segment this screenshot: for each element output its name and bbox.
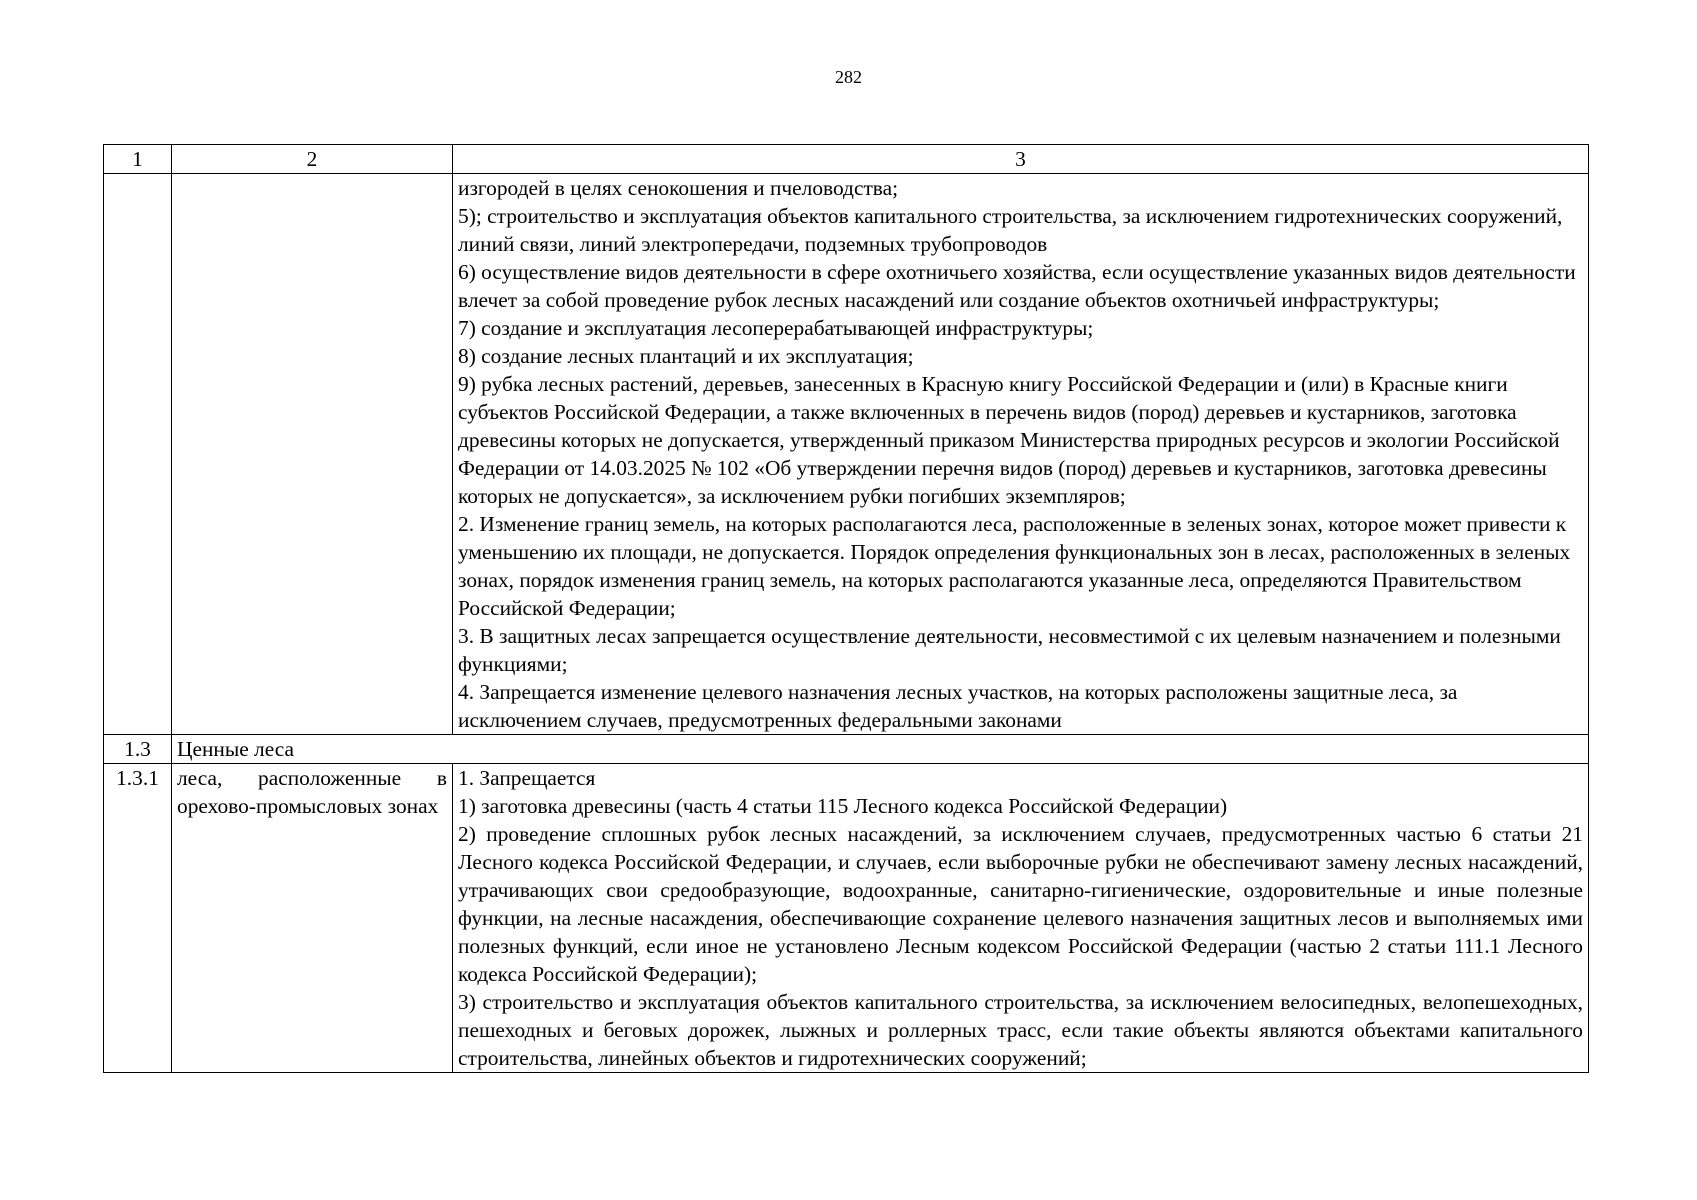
table-row-continuation [104,174,1589,735]
item-category: леса, расположенные в орехово-промысловых зонах [172,764,453,1073]
restrictions-table [103,144,1589,1073]
continuation-col3 [453,174,1589,735]
continuation-col2 [172,174,453,735]
restriction-text-line: 3) строительство и эксплуатация объектов капитального строительства, за исключением велосипедных, велопешеходных, пешеходных и беговых дорожек, лыжных и роллерных трасс, если такие объекты являются объектами капитального строительства, линейных объектов и гидротехнических сооружений; [458,990,1583,1070]
restriction-text-line: изгородей в целях сенокошения и пчеловодства; [458,176,899,200]
restriction-text-line: 4. Запрещается изменение целевого назначения лесных участков, на которых расположены защитные леса, за исключением случаев, предусмотренных федеральными законами [458,680,1458,732]
section-number: 1.3 [104,735,172,764]
restriction-text-line: 2. Изменение границ земель, на которых располагаются леса, расположенные в зеленых зонах, которое может привести к уменьшению их площади, не допускается. Порядок определения функциональных зон в лесах, расположенных в зеленых зонах, порядок изменения границ земель, на которых располагаются указанные леса, определяются Правительством Российской Федерации; [458,512,1571,620]
table-row-section [104,735,1589,764]
table-header-row [104,145,1589,174]
header-cell-2: 2 [172,145,453,174]
restriction-text-line: 7) создание и эксплуатация лесоперерабатывающей инфраструктуры; [458,316,1094,340]
page-number: 282 [835,67,862,87]
header-cell-1: 1 [104,145,172,174]
item-restrictions [453,764,1589,1073]
restriction-text-line: 6) осуществление видов деятельности в сфере охотничьего хозяйства, если осуществление указанных видов деятельности влечет за собой проведение рубок лесных насаждений или создание объектов охотничьей инфраструктуры; [458,260,1576,312]
restriction-text-line: 2) проведение сплошных рубок лесных насаждений, за исключением случаев, предусмотренных частью 6 статьи 21 Лесного кодекса Российской Федерации, и случаев, если выборочные рубки не обеспечивают замену лесных насаждений, утрачивающих свои средообразующие, водоохранные, санитарно-гигиенические, оздоровительные и иные полезные функции, на лесные насаждения, обеспечивающие сохранение целевого назначения защитных лесов и выполняемых ими полезных функций, если иное не установлено Лесным кодексом Российской Федерации (частью 2 статьи 111.1 Лесного кодекса Российской Федерации); [458,822,1583,986]
section-title: Ценные леса [172,735,1589,764]
restriction-text-line: 1. Запрещается [458,766,596,790]
continuation-col1 [104,174,172,735]
table-row-item [104,764,1589,1073]
restriction-text-line: 3. В защитных лесах запрещается осуществление деятельности, несовместимой с их целевым назначением и полезными функциями; [458,624,1561,676]
restriction-text-line: 1) заготовка древесины (часть 4 статьи 115 Лесного кодекса Российской Федерации) [458,794,1228,818]
header-cell-3: 3 [453,145,1589,174]
item-number: 1.3.1 [104,764,172,1073]
restriction-text-line: 9) рубка лесных растений, деревьев, занесенных в Красную книгу Российской Федерации и (или) в Красные книги субъектов Российской Федерации, а также включенных в перечень видов (пород) деревьев и кустарников, заготовка древесины которых не допускается, утвержденный приказом Министерства природных ресурсов и экологии Российской Федерации от 14.03.2025 № 102 «Об утверждении перечня видов (пород) деревьев и кустарников, заготовка древесины которых не допускается», за исключением рубки погибших экземпляров; [458,372,1560,508]
restriction-text-line: 5); строительство и эксплуатация объектов капитального строительства, за исключением гидротехнических сооружений, линий связи, линий электропередачи, подземных трубопроводов [458,204,1563,256]
restriction-text-line: 8) создание лесных плантаций и их эксплуатация; [458,344,914,368]
